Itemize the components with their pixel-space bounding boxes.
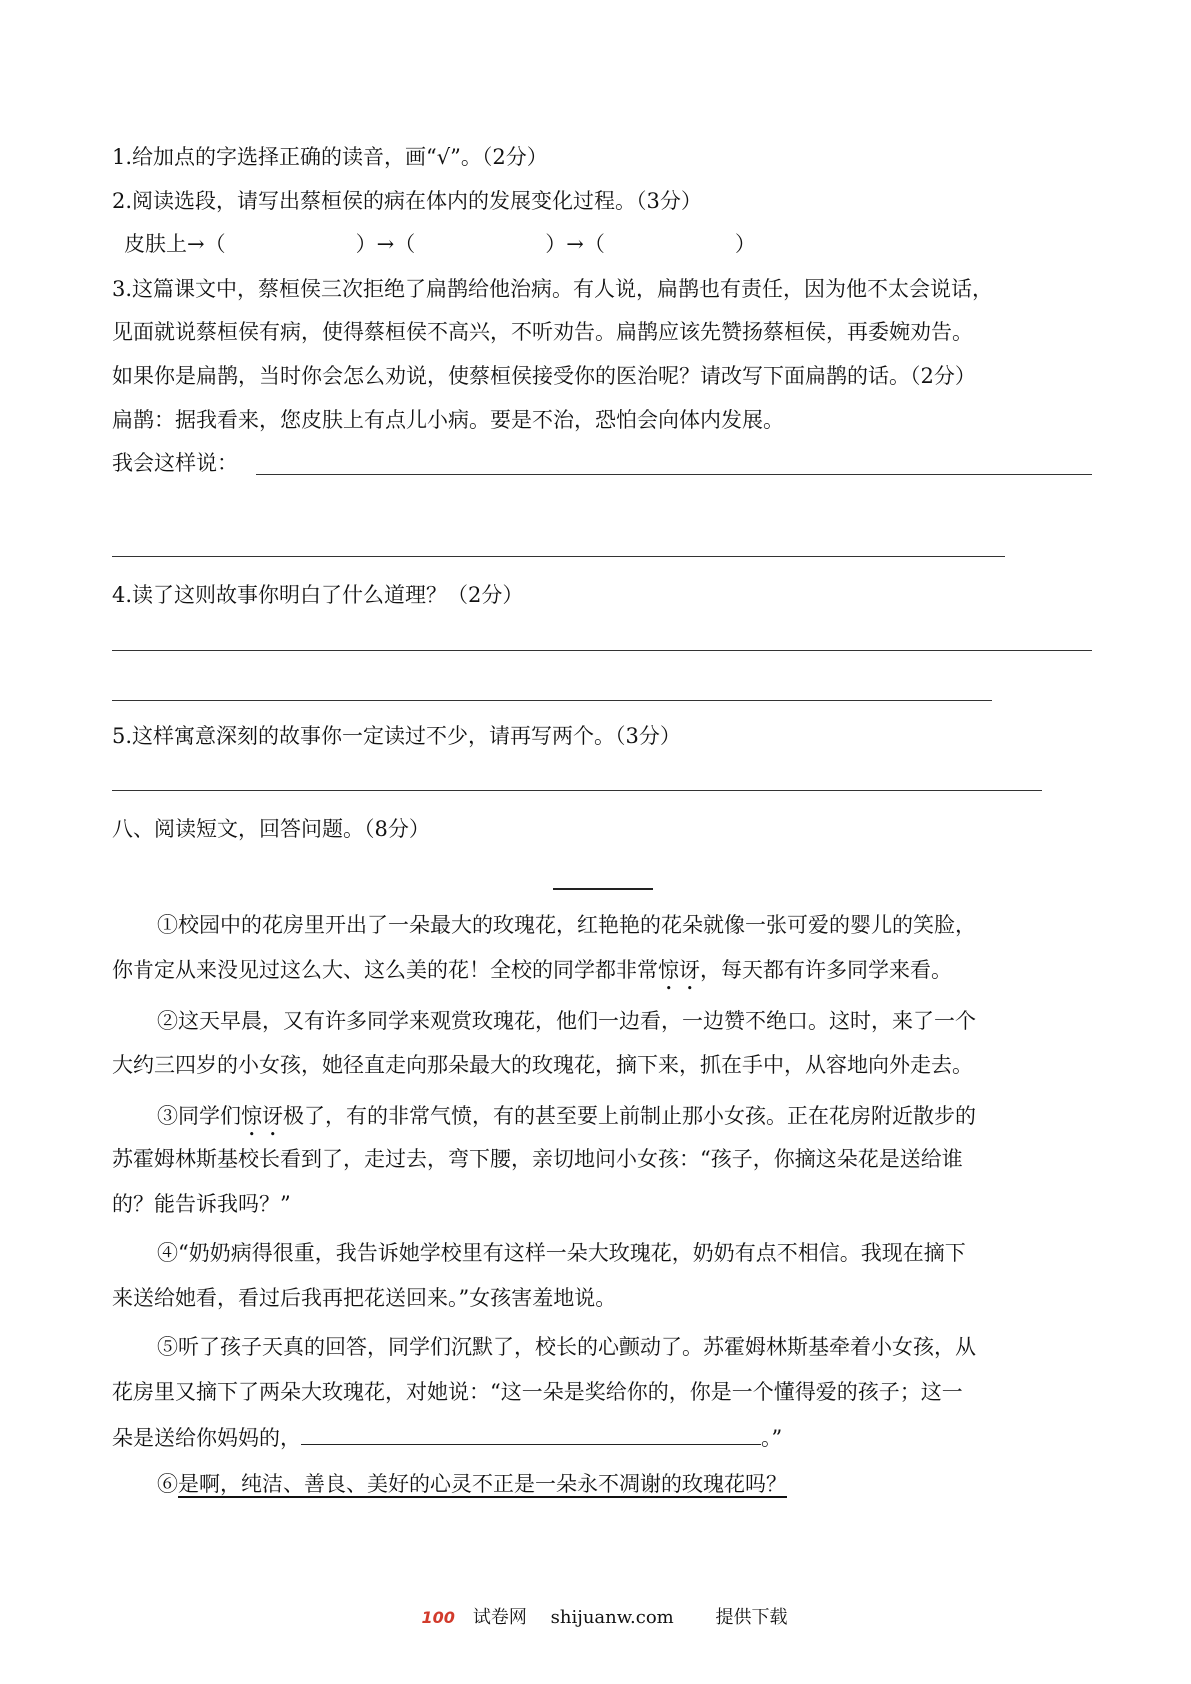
- passage-p5-line-2: 花房里又摘下了两朵大玫瑰花，对她说：“这一朵是奖给你的，你是一个懂得爱的孩子；这一: [112, 1380, 963, 1404]
- passage-title-blank[interactable]: [553, 888, 653, 890]
- q2-mid-1: ）→（: [355, 232, 416, 256]
- p1-text-a: 你肯定从来没见过这么大、这么美的花！全校的同学都非常: [112, 958, 658, 982]
- site-logo: 100: [421, 1608, 455, 1627]
- question-3-line-3: 如果你是扁鹊，当时你会怎么劝说，使蔡桓侯接受你的医治呢？请改写下面扁鹊的话。（2分）: [112, 364, 976, 388]
- p1-text-b: ，每天都有许多同学来看。: [700, 958, 952, 982]
- q5-answer-line[interactable]: [112, 790, 1042, 791]
- q2-end: ）: [734, 232, 756, 256]
- passage-p5-line-3: [112, 1426, 782, 1449]
- question-3-line-1: 3.这篇课文中，蔡桓侯三次拒绝了扁鹊给他治病。有人说，扁鹊也有责任，因为他不太会说话，: [112, 277, 994, 301]
- question-1: 1.给加点的字选择正确的读音，画“√”。（2分）: [112, 145, 548, 169]
- p6-underlined-sentence: 是啊，纯洁、善良、美好的心灵不正是一朵永不凋谢的玫瑰花吗？: [178, 1472, 787, 1496]
- question-2-blanks: [124, 234, 756, 255]
- p5-text-b: 。”: [761, 1426, 783, 1450]
- site-domain: shijuanw.com: [550, 1607, 674, 1628]
- passage-p1-line-2: [112, 958, 952, 995]
- passage-p3-line-3: 的？能告诉我吗？”: [112, 1192, 291, 1216]
- q2-mid-2: ）→（: [545, 232, 605, 256]
- question-3-quote: 扁鹊：据我看来，您皮肤上有点儿小病。要是不治，恐怕会向体内发展。: [112, 408, 784, 432]
- section-8-heading: 八、阅读短文，回答问题。（8分）: [112, 817, 430, 841]
- passage-p3-line-1: [157, 1104, 976, 1141]
- footer-note: 提供下载: [715, 1607, 788, 1628]
- q3-answer-line-2[interactable]: [112, 556, 1005, 557]
- passage-p4-line-1: ④“奶奶病得很重，我告诉她学校里有这样一朵大玫瑰花，奶奶有点不相信。我现在摘下: [157, 1241, 966, 1265]
- p5-fill-blank[interactable]: [301, 1426, 761, 1445]
- question-2: 2.阅读选段，请写出蔡桓侯的病在体内的发展变化过程。（3分）: [112, 189, 702, 213]
- q2-start: 皮肤上→（: [124, 232, 226, 256]
- page-footer: [0, 1603, 1191, 1629]
- passage-p2-line-2: 大约三四岁的小女孩，她径直走向那朵最大的玫瑰花，摘下来，抓在手中，从容地向外走去。: [112, 1053, 973, 1077]
- passage-p6: [157, 1474, 787, 1495]
- question-3-answer-label: 我会这样说：: [112, 451, 238, 475]
- question-5: 5.这样寓意深刻的故事你一定读过不少，请再写两个。（3分）: [112, 724, 681, 748]
- p3-emphasis-word: 惊讶: [241, 1104, 283, 1128]
- p5-text-a: 朵是送给你妈妈的，: [112, 1426, 301, 1450]
- site-name: 试卷网: [472, 1607, 527, 1628]
- p3-text-b: 极了，有的非常气愤，有的甚至要上前制止那小女孩。正在花房附近散步的: [283, 1104, 976, 1128]
- question-3-line-2: 见面就说蔡桓侯有病，使得蔡桓侯不高兴，不听劝告。扁鹊应该先赞扬蔡桓侯，再委婉劝告。: [112, 320, 973, 344]
- p3-text-a: ③同学们: [157, 1104, 241, 1128]
- q3-answer-line-1[interactable]: [256, 474, 1092, 475]
- q4-answer-line-1[interactable]: [112, 650, 1092, 651]
- q4-answer-line-2[interactable]: [112, 700, 992, 701]
- passage-p2-line-1: ②这天早晨，又有许多同学来观赏玫瑰花，他们一边看，一边赞不绝口。这时，来了一个: [157, 1009, 976, 1033]
- passage-p1-line-1: ①校园中的花房里开出了一朵最大的玫瑰花，红艳艳的花朵就像一张可爱的婴儿的笑脸，: [157, 913, 976, 937]
- p6-number: ⑥: [157, 1472, 178, 1496]
- passage-p3-line-2: 苏霍姆林斯基校长看到了，走过去，弯下腰，亲切地问小女孩：“孩子，你摘这朵花是送给谁: [112, 1147, 963, 1171]
- p1-emphasis-word: 惊讶: [658, 958, 700, 982]
- passage-p5-line-1: ⑤听了孩子天真的回答，同学们沉默了，校长的心颤动了。苏霍姆林斯基牵着小女孩，从: [157, 1335, 976, 1359]
- passage-p4-line-2: 来送给她看，看过后我再把花送回来。”女孩害羞地说。: [112, 1286, 617, 1310]
- question-4: 4.读了这则故事你明白了什么道理？（2分）: [112, 583, 524, 607]
